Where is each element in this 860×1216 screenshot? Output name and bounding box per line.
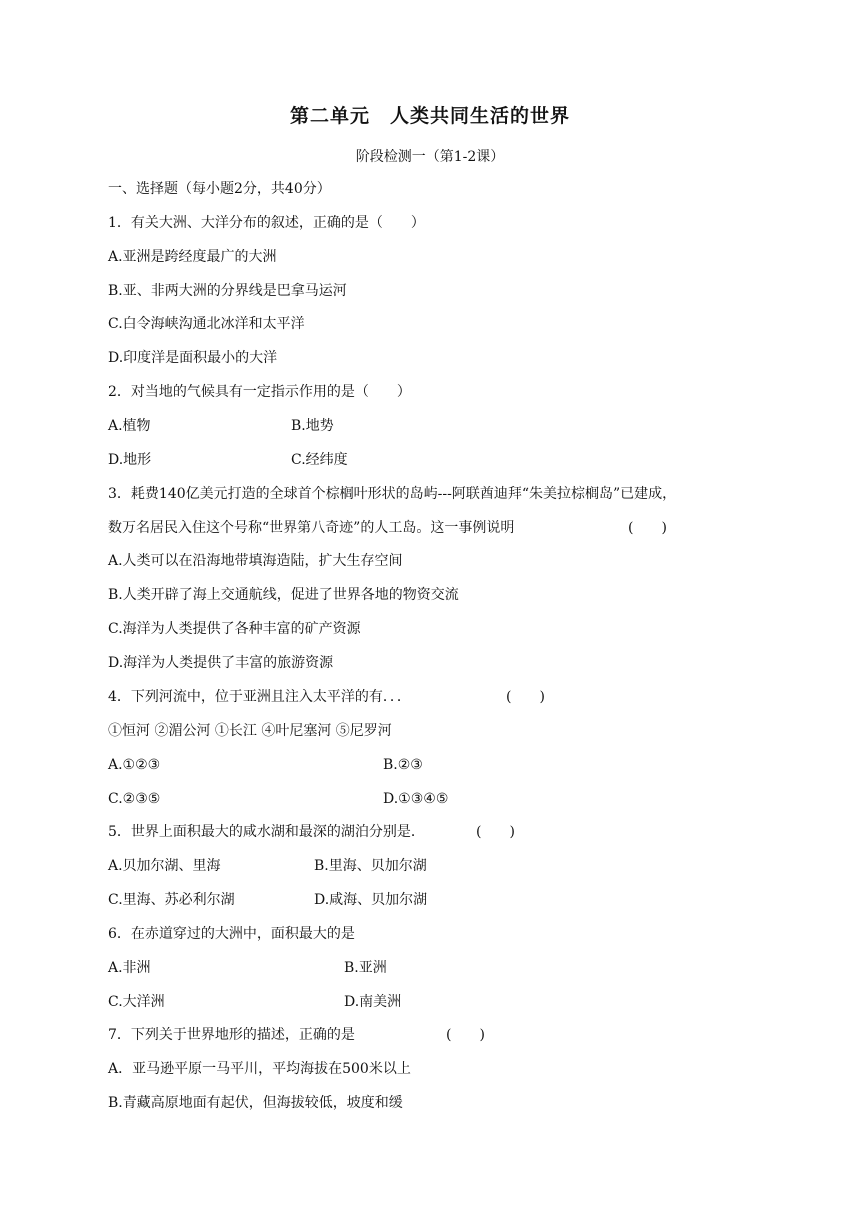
question-2-stem: 2．对当地的气候具有一定指示作用的是（ ） [108, 384, 411, 400]
question-7-option-b: B.青藏高原地面有起伏，但海拔较低，坡度和缓 [108, 1095, 403, 1111]
question-3-option-b: B.人类开辟了海上交通航线，促进了世界各地的物资交流 [108, 587, 459, 603]
question-4-answer-blank: ( ) [506, 689, 545, 705]
question-5-answer-blank: ( ) [476, 824, 515, 840]
question-4-option-a: A.①②③ [108, 757, 161, 773]
question-1-option-a: A.亚洲是跨经度最广的大洲 [108, 249, 277, 265]
question-2-option-a: A.植物 [108, 418, 151, 434]
question-5-option-c: C.里海、苏必利尔湖 [108, 892, 235, 908]
question-1-option-d: D.印度洋是面积最小的大洋 [108, 350, 278, 366]
question-3-stem-line2: 数万名居民入住这个号称“世界第八奇迹”的人工岛。这一事例说明 [108, 520, 515, 536]
question-6-option-a: A.非洲 [108, 960, 151, 976]
question-3-option-a: A.人类可以在沿海地带填海造陆，扩大生存空间 [108, 553, 403, 569]
question-1-option-b: B.亚、非两大洲的分界线是巴拿马运河 [108, 283, 347, 299]
page-subtitle: 阶段检测一（第1-2课） [355, 149, 505, 165]
question-6-option-b: B.亚洲 [344, 960, 387, 976]
question-6-option-c: C.大洋洲 [108, 994, 165, 1010]
question-3-answer-blank: ( ) [628, 520, 667, 536]
question-5-stem: 5．世界上面积最大的咸水湖和最深的湖泊分别是． [108, 824, 425, 840]
question-5-option-b: B.里海、贝加尔湖 [314, 858, 427, 874]
question-5-option-d: D.咸海、贝加尔湖 [314, 892, 428, 908]
question-2-option-d: D.地形 [108, 452, 152, 468]
question-6-stem: 6．在赤道穿过的大洲中，面积最大的是 [108, 926, 355, 942]
question-3-option-d: D.海洋为人类提供了丰富的旅游资源 [108, 655, 334, 671]
question-1-option-c: C.白令海峡沟通北冰洋和太平洋 [108, 316, 305, 332]
question-7-answer-blank: ( ) [446, 1027, 485, 1043]
question-4-option-c: C.②③⑤ [108, 791, 161, 807]
question-7-option-a: A．亚马逊平原一马平川，平均海拔在500米以上 [108, 1061, 411, 1077]
question-1-stem: 1．有关大洲、大洋分布的叙述，正确的是（ ） [108, 215, 425, 231]
question-3-stem-line1: 3．耗费140亿美元打造的全球首个棕榈叶形状的岛屿---阿联酋迪拜“朱美拉棕榈岛”已建成， [108, 486, 677, 502]
question-3-option-c: C.海洋为人类提供了各种丰富的矿产资源 [108, 621, 361, 637]
question-4-option-d: D.①③④⑤ [383, 791, 449, 807]
question-7-stem: 7．下列关于世界地形的描述，正确的是 [108, 1027, 355, 1043]
page-title: 第二单元 人类共同生活的世界 [289, 105, 570, 127]
question-4-items: ①恒河 ②湄公河 ①长江 ④叶尼塞河 ⑤尼罗河 [108, 723, 392, 739]
question-2-option-c: C.经纬度 [291, 452, 348, 468]
question-5-option-a: A.贝加尔湖、里海 [108, 858, 221, 874]
question-6-option-d: D.南美洲 [344, 994, 402, 1010]
section-heading: 一、选择题（每小题2分，共40分） [108, 181, 331, 197]
question-4-option-b: B.②③ [383, 757, 423, 773]
question-4-stem: 4．下列河流中，位于亚洲且注入太平洋的有．．． [108, 689, 411, 705]
question-2-option-b: B.地势 [291, 418, 334, 434]
